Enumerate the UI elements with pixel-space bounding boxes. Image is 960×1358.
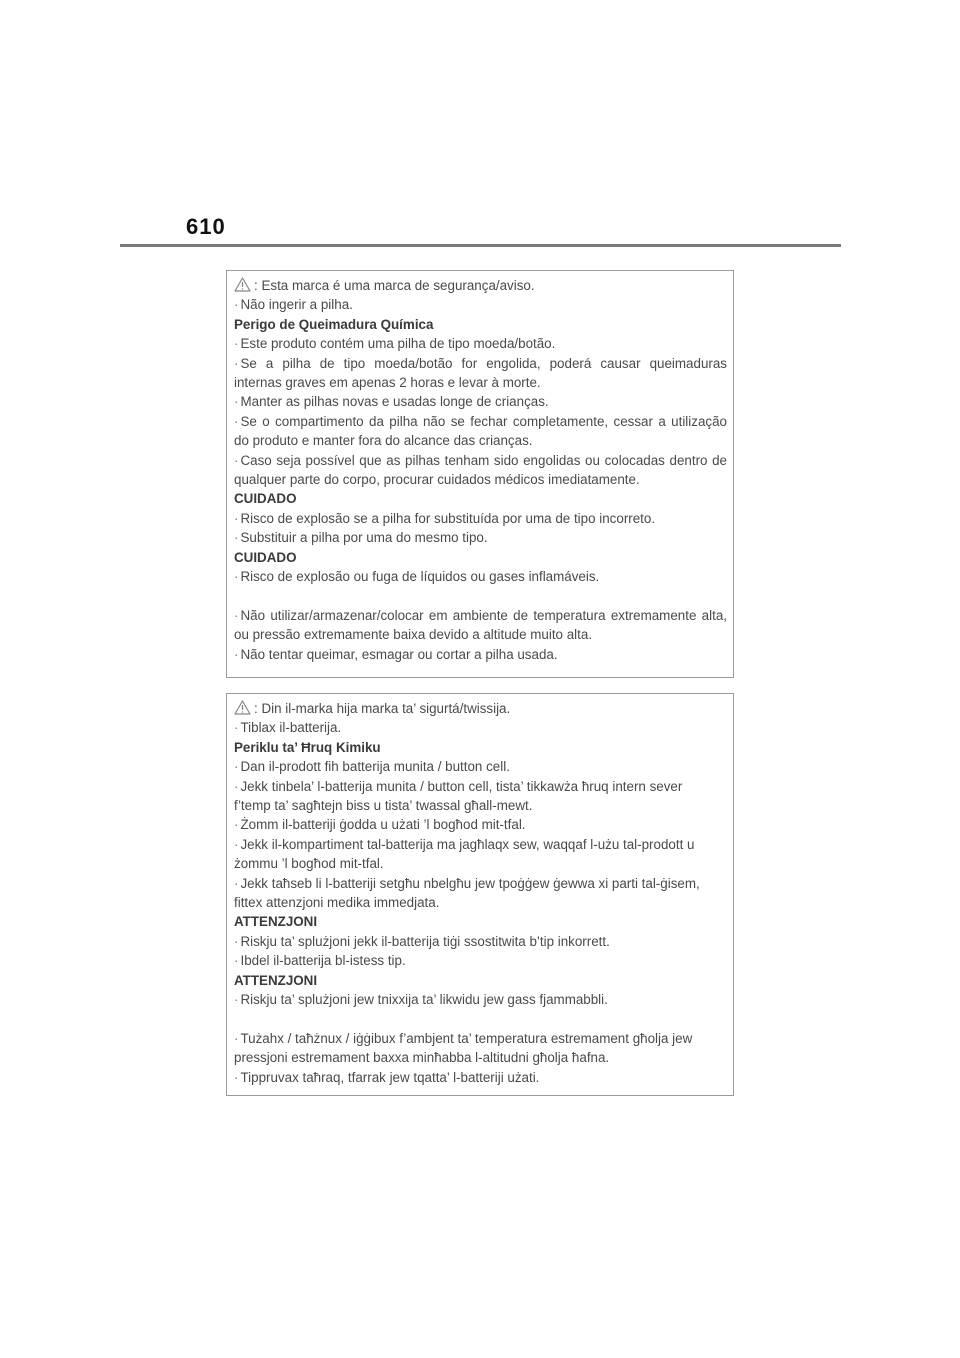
line-text: ou pressão extremamente baixa devido a altitude muito alta. (234, 627, 593, 643)
bullet-dot: · (234, 646, 239, 662)
bullet-dot: · (234, 875, 239, 891)
bullet-dot: · (234, 569, 239, 585)
line-text: Riskju ta’ splużjoni jekk il-batterija tiġi ssostitwita b’tip inkorrett. (240, 933, 610, 949)
text-line (234, 295, 727, 314)
text-line (234, 932, 727, 951)
bullet-dot: · (234, 1069, 239, 1085)
section-heading (234, 548, 727, 567)
line-text: Riskju ta’ splużjoni jew tnixxija ta’ likwidu jew gass fjammabbli. (240, 992, 608, 1008)
line-text: ATTENZJONI (234, 972, 318, 988)
bullet-dot: · (234, 759, 239, 775)
blank-line (234, 1010, 727, 1029)
line-text: Tiblax il-batterija. (240, 720, 342, 736)
bullet-dot: · (234, 452, 239, 468)
text-line (234, 699, 727, 718)
warning-box-portuguese (226, 270, 734, 678)
section-heading (234, 315, 727, 334)
line-text: Jekk taħseb li l-batteriji setgħu nbelgħu jew tpoġġew ġewwa xi parti tal-ġisem, (240, 875, 700, 891)
text-line (234, 451, 727, 470)
text-line (234, 1029, 727, 1048)
line-text: pressjoni estremament baxxa minħabba l-altitudni għolja ħafna. (234, 1050, 610, 1066)
bullet-dot: · (234, 720, 239, 736)
text-line (234, 567, 727, 586)
bullet-dot: · (234, 510, 239, 526)
line-text: Substituir a pilha por uma do mesmo tipo. (240, 530, 488, 546)
text-line (234, 990, 727, 1009)
text-line (234, 431, 727, 450)
section-heading (234, 912, 727, 931)
line-text: żommu ’l bogħod mit-tfal. (234, 856, 384, 872)
line-text: Dan il-prodott fih batterija munita / button cell. (240, 759, 510, 775)
bullet-dot: · (234, 607, 239, 623)
text-line (234, 835, 727, 854)
text-line (234, 625, 727, 644)
header-rule (120, 244, 841, 247)
line-text: Se a pilha de tipo moeda/botão for engolida, poderá causar queimaduras (240, 355, 727, 371)
text-line (234, 951, 727, 970)
section-heading (234, 971, 727, 990)
section-heading (234, 489, 727, 508)
text-line (234, 528, 727, 547)
text-line (234, 606, 727, 625)
text-line (234, 1068, 727, 1087)
line-text: Jekk tinbela’ l-batterija munita / button cell, tista’ tikkawża ħruq intern sever (240, 778, 683, 794)
line-text: internas graves em apenas 2 horas e levar à morte. (234, 375, 541, 391)
text-line (234, 893, 727, 912)
text-line (234, 874, 727, 893)
line-text: Żomm il-batteriji ġodda u użati ’l bogħod mit-tfal. (240, 817, 526, 833)
line-text: Não tentar queimar, esmagar ou cortar a pilha usada. (240, 646, 558, 662)
text-line (234, 392, 727, 411)
line-text: Manter as pilhas novas e usadas longe de crianças. (240, 394, 549, 410)
line-text: do produto e manter fora do alcance das crianças. (234, 433, 533, 449)
section-heading (234, 738, 727, 757)
text-line (234, 373, 727, 392)
line-text: Risco de explosão ou fuga de líquidos ou gases inflamáveis. (240, 569, 600, 585)
bullet-dot: · (234, 933, 239, 949)
line-text: CUIDADO (234, 491, 297, 507)
page-number: 610 (186, 214, 226, 239)
blank-line (234, 586, 727, 605)
line-text: CUIDADO (234, 549, 297, 565)
bullet-dot: · (234, 413, 239, 429)
warning-triangle-icon (234, 277, 251, 292)
bullet-dot: · (234, 778, 239, 794)
bullet-dot: · (234, 336, 239, 352)
bullet-dot: · (234, 394, 239, 410)
text-line (234, 509, 727, 528)
bullet-dot: · (234, 297, 239, 313)
text-line (234, 796, 727, 815)
text-line (234, 757, 727, 776)
line-text: Caso seja possível que as pilhas tenham sido engolidas ou colocadas dentro de (240, 452, 727, 468)
bullet-dot: · (234, 992, 239, 1008)
line-text: Jekk il-kompartiment tal-batterija ma jagħlaqx sew, waqqaf l-użu tal-prodott u (240, 836, 695, 852)
text-line (234, 718, 727, 737)
line-text: f’temp ta’ sagħtejn biss u tista’ twassal għall-mewt. (234, 798, 533, 814)
text-line (234, 470, 727, 489)
bullet-dot: · (234, 953, 239, 969)
bullet-dot: · (234, 355, 239, 371)
bullet-dot: · (234, 817, 239, 833)
line-text: : Din il-marka hija marka ta’ sigurtá/twissija. (254, 701, 511, 716)
text-line (234, 815, 727, 834)
line-text: Não ingerir a pilha. (240, 297, 353, 313)
warning-triangle-icon (234, 700, 251, 715)
line-text: Não utilizar/armazenar/colocar em ambiente de temperatura extremamente alta, (240, 607, 727, 623)
line-text: Risco de explosão se a pilha for substituída por uma de tipo incorreto. (240, 510, 656, 526)
bullet-dot: · (234, 530, 239, 546)
line-text: Este produto contém uma pilha de tipo moeda/botão. (240, 336, 556, 352)
text-line (234, 854, 727, 873)
line-text: fittex attenzjoni medika immedjata. (234, 895, 440, 911)
warning-box-maltese (226, 693, 734, 1096)
line-text: qualquer parte do corpo, procurar cuidados médicos imediatamente. (234, 472, 640, 488)
text-line (234, 1048, 727, 1067)
line-text: Se o compartimento da pilha não se fechar completamente, cessar a utilização (240, 413, 727, 429)
text-line (234, 412, 727, 431)
line-text: Tużahx / taħżnux / iġġibux f’ambjent ta’ temperatura estremament għolja jew (240, 1030, 693, 1046)
text-line (234, 645, 727, 664)
bullet-dot: · (234, 836, 239, 852)
line-text: Perigo de Queimadura Química (234, 316, 434, 332)
line-text: Ibdel il-batterija bl-istess tip. (240, 953, 406, 969)
text-line (234, 334, 727, 353)
text-line (234, 354, 727, 373)
line-text: Tippruvax taħraq, tfarrak jew tqatta’ l-batteriji użati. (240, 1069, 540, 1085)
line-text: ATTENZJONI (234, 914, 318, 930)
bullet-dot: · (234, 1030, 239, 1046)
line-text: Periklu ta’ Ħruq Kimiku (234, 739, 381, 755)
text-line (234, 777, 727, 796)
line-text: : Esta marca é uma marca de segurança/aviso. (254, 278, 535, 293)
text-line (234, 276, 727, 295)
